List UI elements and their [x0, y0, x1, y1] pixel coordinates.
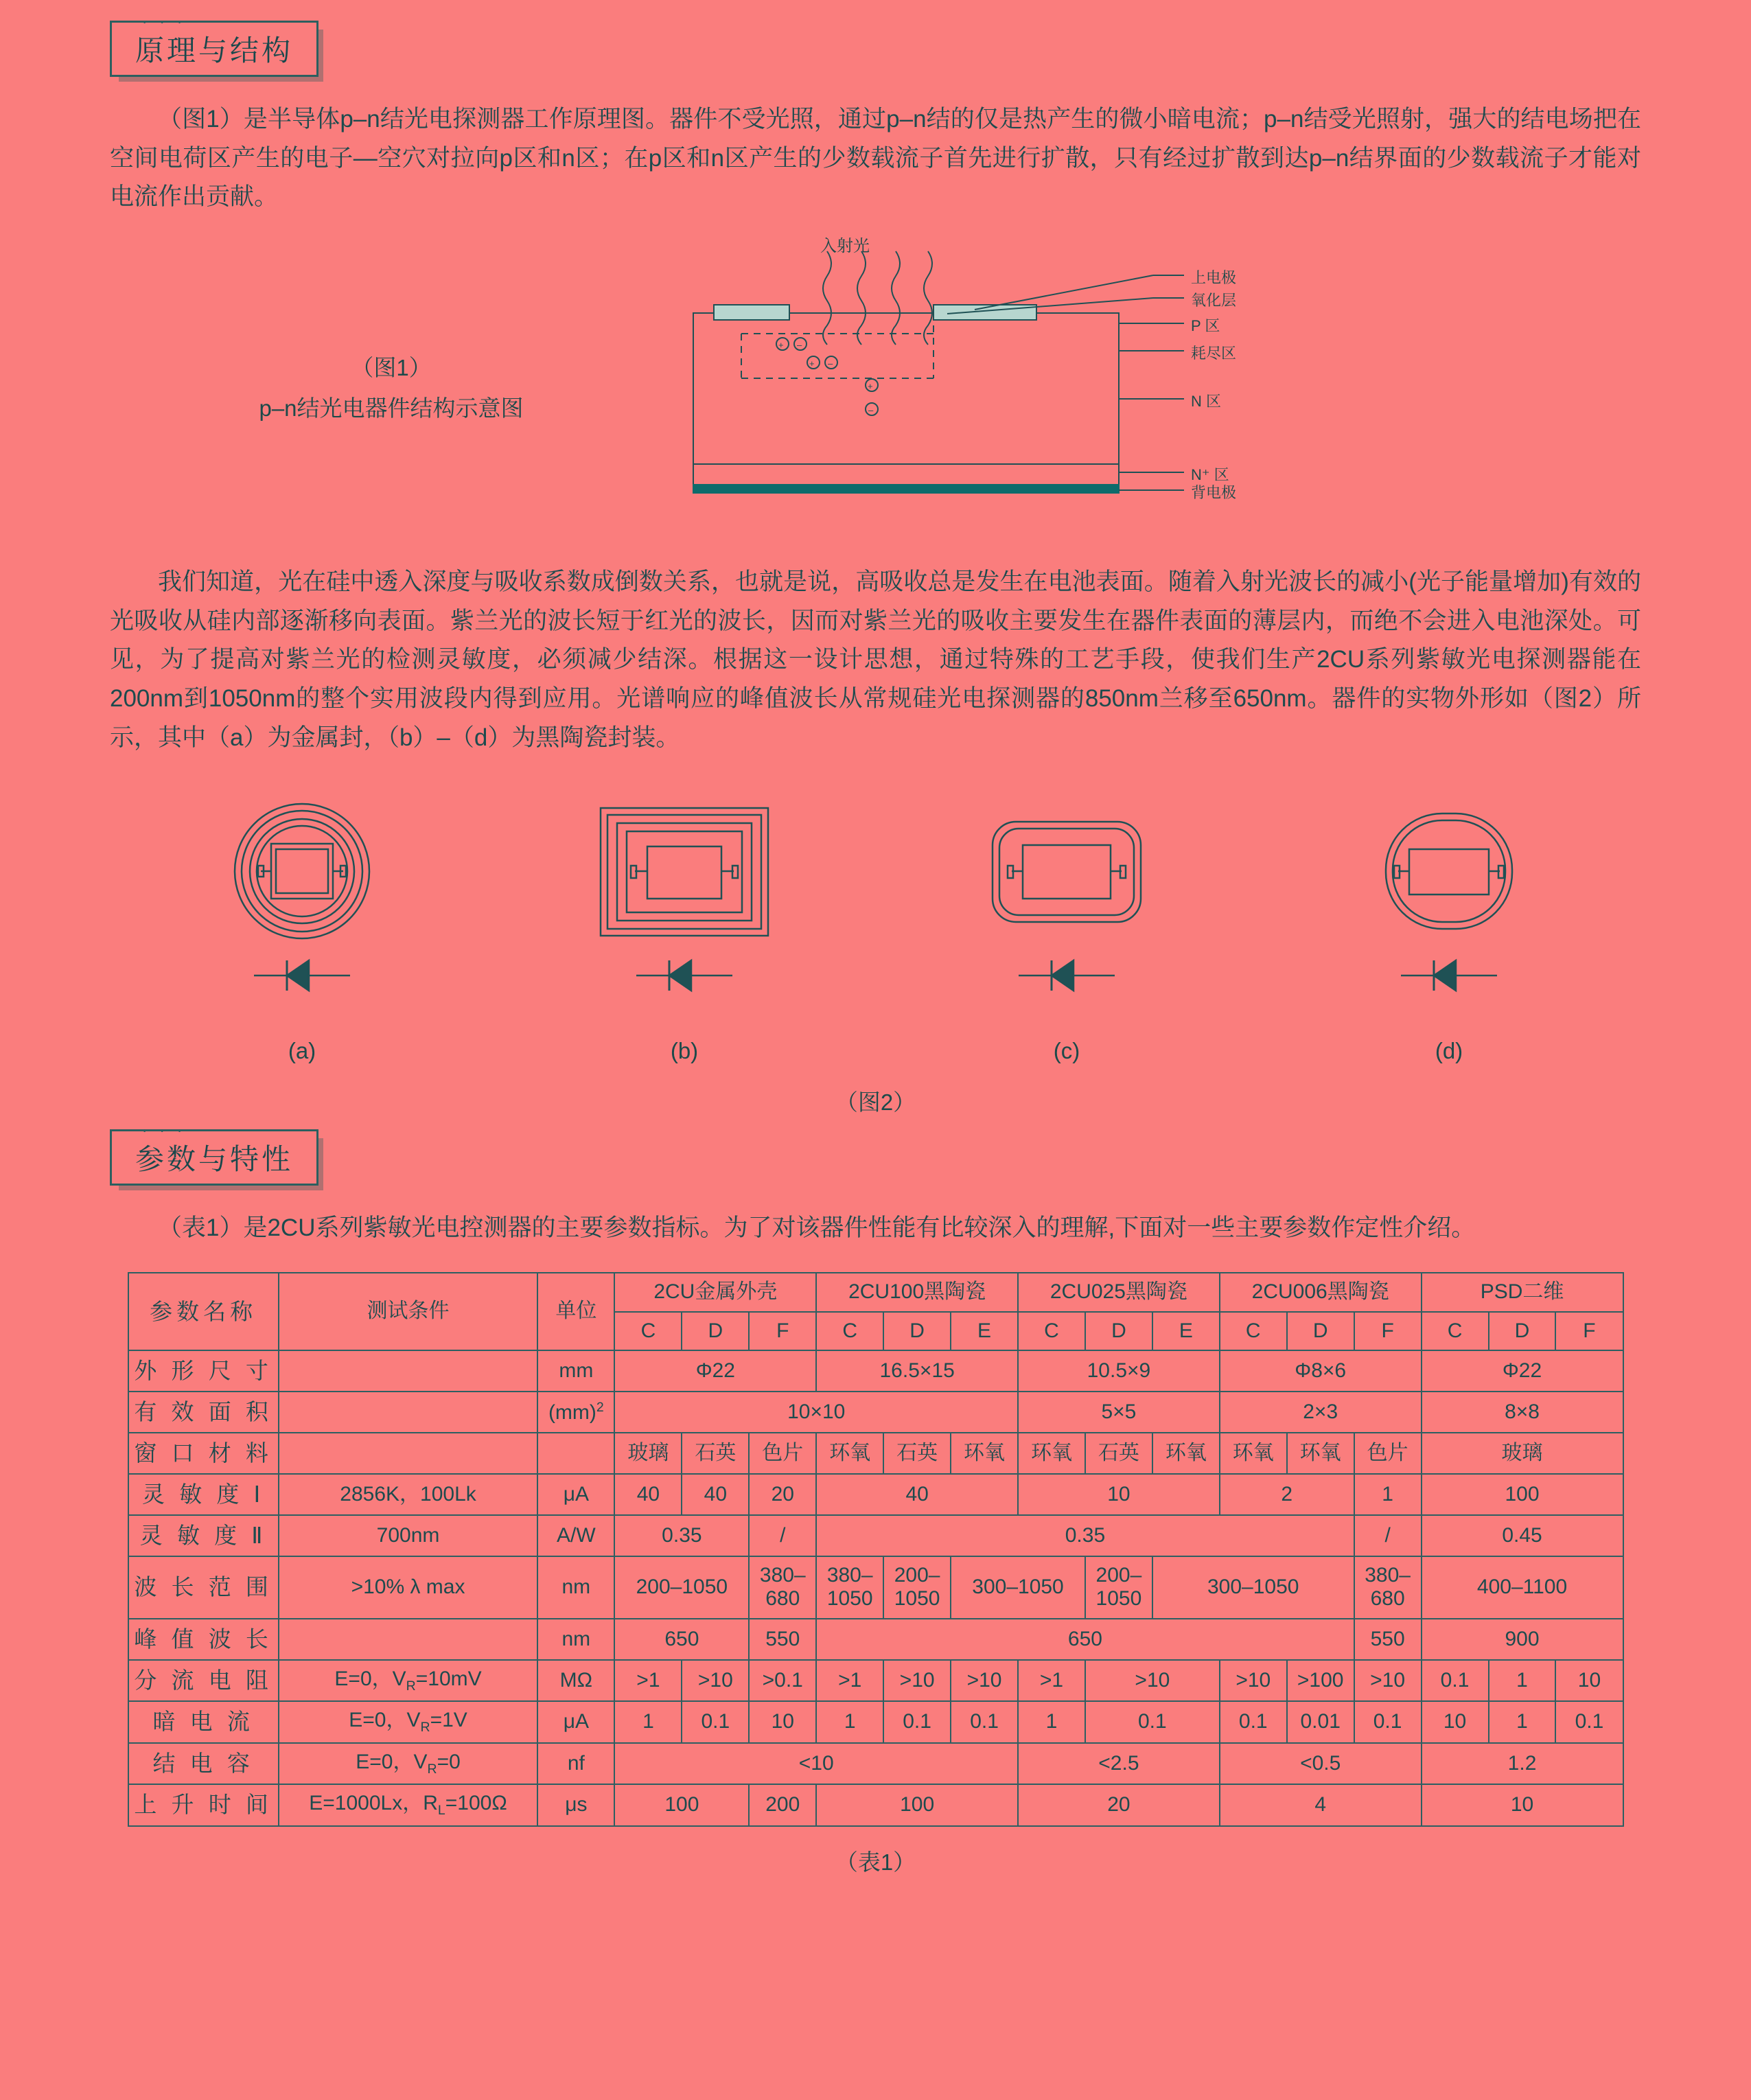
row-unit: μs [537, 1784, 614, 1825]
row-value-cell: 300–1050 [951, 1556, 1085, 1619]
row-value-cell: Φ8×6 [1220, 1350, 1422, 1392]
row-value-cell: <0.5 [1220, 1743, 1422, 1784]
row-value-cell: 玻璃 [614, 1433, 682, 1474]
row-value-cell: 200–1050 [883, 1556, 951, 1619]
row-param-name: 灵 敏 度 Ⅰ [128, 1474, 279, 1515]
header-subcol: C [1018, 1312, 1085, 1351]
svg-text:+: + [868, 381, 873, 392]
header-subcol: C [1422, 1312, 1489, 1351]
figure1-label-n-region: N 区 [1191, 393, 1222, 411]
package-a-svg [199, 796, 405, 1022]
table-caption: （表1） [835, 1849, 916, 1875]
row-unit: nf [537, 1743, 614, 1784]
header-test-condition: 测试条件 [279, 1273, 537, 1350]
figure1-label-depletion-region: 耗尽区 [1191, 345, 1237, 362]
header-subcol: D [682, 1312, 749, 1351]
row-value-cell: 200–1050 [614, 1556, 749, 1619]
row-value-cell: 650 [816, 1619, 1354, 1660]
row-value-cell: 环氧 [1287, 1433, 1354, 1474]
package-a-label: (a) [288, 1037, 316, 1063]
row-value-cell: 10.5×9 [1018, 1350, 1220, 1392]
row-param-name: 结 电 容 [128, 1743, 279, 1784]
row-test-condition [279, 1619, 537, 1660]
row-value-cell: <10 [614, 1743, 1018, 1784]
row-value-cell: 1 [1018, 1701, 1085, 1742]
paragraph-absorption: 我们知道，光在硅中透入深度与吸收系数成倒数关系，也就是说，高吸收总是发生在电池表面。随着入射光波长的减小(光子能量增加)有效的光吸收从硅内部逐渐移向表面。紫兰光的波长短于红光的波长，因而对紫兰光的吸收主要发生在器件表面的薄层内，而绝不会进入电池深处。可见，为了提高对紫兰光的检测灵敏度，必须减少结深。根据这一设计思想，通过特殊的工艺手段，使我们生产2CU系列紫敏光电探测器能在200nm到1050nm的整个实用波段内得到应用。光谱响应的峰值波长从常规硅光电探测器的850nm兰移至650nm。器件的实物外形如（图2）所示，其中（a）为金属封，（b）–（d）为黑陶瓷封装。 [110, 568, 1641, 751]
table-row [128, 1701, 1623, 1742]
row-value-cell: 环氧 [816, 1433, 883, 1474]
section-header-principle [110, 13, 318, 77]
row-unit: mm [537, 1350, 614, 1392]
table-row [128, 1433, 1623, 1474]
row-value-cell: 380–680 [749, 1556, 816, 1619]
figure1-incident-light-label: 入射光 [820, 237, 870, 256]
pn-junction-structure-svg [673, 244, 1359, 540]
package-d [1312, 796, 1586, 1064]
row-test-condition: E=0，$V_R=10mV$ [279, 1660, 537, 1701]
row-value-cell: 环氧 [1220, 1433, 1287, 1474]
row-value-cell: >10 [1354, 1660, 1422, 1701]
row-value-cell: >10 [1220, 1660, 1287, 1701]
row-value-cell: 0.01 [1287, 1701, 1354, 1742]
row-value-cell: >100 [1287, 1660, 1354, 1701]
row-value-cell: 10 [749, 1701, 816, 1742]
section-header-params-label: 参数与特性 [135, 1142, 294, 1175]
row-param-name: 波 长 范 围 [128, 1556, 279, 1619]
row-value-cell: 900 [1422, 1619, 1623, 1660]
row-value-cell: / [749, 1515, 816, 1556]
header-subcol: F [749, 1312, 816, 1351]
header-subcol: C [614, 1312, 682, 1351]
table-row [128, 1350, 1623, 1392]
svg-text:–: – [797, 340, 802, 351]
row-value-cell: Φ22 [614, 1350, 816, 1392]
row-value-cell: 10 [1555, 1660, 1623, 1701]
row-value-cell: >10 [1085, 1660, 1220, 1701]
row-value-cell: 1 [614, 1701, 682, 1742]
row-value-cell: 0.35 [816, 1515, 1354, 1556]
row-unit: μA [537, 1701, 614, 1742]
row-value-cell: / [1354, 1515, 1422, 1556]
row-value-cell: 2 [1220, 1474, 1354, 1515]
row-value-cell: 16.5×15 [816, 1350, 1018, 1392]
row-value-cell: 40 [816, 1474, 1018, 1515]
row-value-cell: 2×3 [1220, 1392, 1422, 1433]
row-value-cell: >0.1 [749, 1660, 816, 1701]
row-value-cell: >1 [816, 1660, 883, 1701]
row-test-condition: 700nm [279, 1515, 537, 1556]
row-test-condition [279, 1392, 537, 1433]
header-group-3: 2CU006黑陶瓷 [1220, 1273, 1422, 1312]
row-value-cell: 300–1050 [1152, 1556, 1354, 1619]
row-test-condition: E=0，$V_R=1V$ [279, 1701, 537, 1742]
svg-text:–: – [828, 358, 833, 369]
table-row [128, 1392, 1623, 1433]
row-value-cell: >10 [682, 1660, 749, 1701]
table-head [128, 1273, 1623, 1350]
header-group-4: PSD二维 [1422, 1273, 1623, 1312]
figure1-caption-line2: p–n结光电器件结构示意图 [259, 395, 524, 422]
figure1-caption [110, 244, 673, 429]
header-param-name: 参数名称 [128, 1273, 279, 1350]
decorative-dots: · · · [142, 13, 187, 30]
row-unit: (mm)$^2$ [537, 1392, 614, 1433]
figure2-caption: （图2） [835, 1089, 916, 1115]
table-row [128, 1515, 1623, 1556]
package-b-svg [581, 796, 787, 1022]
header-group-0: 2CU金属外壳 [614, 1273, 816, 1312]
package-b-label: (b) [670, 1037, 699, 1063]
row-unit: nm [537, 1556, 614, 1619]
row-value-cell: 0.45 [1422, 1515, 1623, 1556]
package-c-svg [964, 796, 1170, 1022]
row-value-cell: Φ22 [1422, 1350, 1623, 1392]
section-header-principle-label: 原理与结构 [135, 34, 294, 67]
figure1-label-n-plus-region: N⁺ 区 [1191, 466, 1229, 484]
figure1-label-p-region: P 区 [1191, 317, 1220, 335]
header-group-1: 2CU100黑陶瓷 [816, 1273, 1018, 1312]
row-unit: MΩ [537, 1660, 614, 1701]
row-param-name: 有 效 面 积 [128, 1392, 279, 1433]
params-section-header-wrap [110, 1121, 1641, 1186]
row-value-cell: 0.1 [1354, 1701, 1422, 1742]
row-value-cell: 380–1050 [816, 1556, 883, 1619]
row-value-cell: 色片 [1354, 1433, 1422, 1474]
row-test-condition: >10% λ max [279, 1556, 537, 1619]
row-value-cell: 550 [749, 1619, 816, 1660]
row-value-cell: 200–1050 [1085, 1556, 1152, 1619]
row-unit [537, 1433, 614, 1474]
row-value-cell: 石英 [682, 1433, 749, 1474]
row-value-cell: <2.5 [1018, 1743, 1220, 1784]
row-value-cell: 色片 [749, 1433, 816, 1474]
row-value-cell: 0.1 [951, 1701, 1018, 1742]
row-value-cell: 380–680 [1354, 1556, 1422, 1619]
row-value-cell: 5×5 [1018, 1392, 1220, 1433]
decorative-dots-2: · · · [142, 1121, 187, 1139]
figure2-row [110, 796, 1641, 1064]
package-a [165, 796, 439, 1064]
header-subcol: E [1152, 1312, 1220, 1351]
package-b [547, 796, 822, 1064]
row-value-cell: 20 [749, 1474, 816, 1515]
header-group-2: 2CU025黑陶瓷 [1018, 1273, 1220, 1312]
row-value-cell: 玻璃 [1422, 1433, 1623, 1474]
row-value-cell: 650 [614, 1619, 749, 1660]
svg-text:–: – [868, 405, 874, 416]
table-row [128, 1743, 1623, 1784]
table-row [128, 1619, 1623, 1660]
figure1-label-oxide-layer: 氧化层 [1191, 292, 1237, 310]
row-value-cell: 环氧 [1152, 1433, 1220, 1474]
row-value-cell: 1 [1489, 1660, 1556, 1701]
row-value-cell: 石英 [883, 1433, 951, 1474]
row-value-cell: 1 [1354, 1474, 1422, 1515]
svg-text:+: + [809, 358, 815, 369]
row-param-name: 外 形 尺 寸 [128, 1350, 279, 1392]
row-value-cell: 550 [1354, 1619, 1422, 1660]
row-param-name: 窗 口 材 料 [128, 1433, 279, 1474]
row-value-cell: 石英 [1085, 1433, 1152, 1474]
row-value-cell: 0.1 [1220, 1701, 1287, 1742]
row-value-cell: 8×8 [1422, 1392, 1623, 1433]
package-d-svg [1346, 796, 1552, 1022]
row-value-cell: >10 [951, 1660, 1018, 1701]
row-value-cell: 0.1 [1422, 1660, 1489, 1701]
row-value-cell: 1 [816, 1701, 883, 1742]
row-value-cell: >10 [883, 1660, 951, 1701]
row-param-name: 上 升 时 间 [128, 1784, 279, 1825]
paragraph-table-intro: （表1）是2CU系列紫敏光电控测器的主要参数指标。为了对该器件性能有比较深入的理解,下面对一些主要参数作定性介绍。 [158, 1214, 1476, 1241]
header-unit: 单位 [537, 1273, 614, 1350]
row-value-cell: 0.1 [1085, 1701, 1220, 1742]
figure1-caption-line1: （图1） [351, 355, 432, 381]
section-header-params [110, 1121, 318, 1186]
row-value-cell: >1 [1018, 1660, 1085, 1701]
header-subcol: C [816, 1312, 883, 1351]
row-param-name: 暗 电 流 [128, 1701, 279, 1742]
header-subcol: D [1489, 1312, 1556, 1351]
table-row [128, 1556, 1623, 1619]
row-test-condition: E=1000Lx，$R_L=100\Omega$ [279, 1784, 537, 1825]
row-value-cell: 1 [1489, 1701, 1556, 1742]
header-subcol: F [1555, 1312, 1623, 1351]
table-row [128, 1784, 1623, 1825]
row-unit: μA [537, 1474, 614, 1515]
header-subcol: E [951, 1312, 1018, 1351]
row-param-name: 灵 敏 度 Ⅱ [128, 1515, 279, 1556]
row-value-cell: 100 [614, 1784, 749, 1825]
package-c [929, 796, 1204, 1064]
row-value-cell: 100 [816, 1784, 1018, 1825]
parameters-table [128, 1272, 1624, 1826]
row-value-cell: 0.1 [1555, 1701, 1623, 1742]
table-row [128, 1660, 1623, 1701]
row-value-cell: 环氧 [1018, 1433, 1085, 1474]
row-value-cell: 40 [614, 1474, 682, 1515]
row-value-cell: 200 [749, 1784, 816, 1825]
table-row [128, 1474, 1623, 1515]
row-value-cell: 10 [1422, 1701, 1489, 1742]
row-value-cell: 1.2 [1422, 1743, 1623, 1784]
row-value-cell: 环氧 [951, 1433, 1018, 1474]
row-test-condition [279, 1350, 537, 1392]
row-value-cell: 10 [1422, 1784, 1623, 1825]
row-value-cell: 40 [682, 1474, 749, 1515]
paragraph-principle: （图1）是半导体p–n结光电探测器工作原理图。器件不受光照，通过p–n结的仅是热产生的微小暗电流；p–n结受光照射，强大的结电场把在空间电荷区产生的电子—空穴对拉向p区和n区；在p区和n区产生的少数载流子首先进行扩散，只有经过扩散到达p–n结界面的少数载流子才能对电流作出贡献。 [110, 106, 1641, 211]
row-test-condition [279, 1433, 537, 1474]
row-param-name: 峰 值 波 长 [128, 1619, 279, 1660]
header-subcol: F [1354, 1312, 1422, 1351]
svg-text:+: + [778, 340, 784, 351]
row-unit: A/W [537, 1515, 614, 1556]
header-subcol: C [1220, 1312, 1287, 1351]
row-value-cell: 4 [1220, 1784, 1422, 1825]
row-unit: nm [537, 1619, 614, 1660]
table-body [128, 1350, 1623, 1825]
row-value-cell: 400–1100 [1422, 1556, 1623, 1619]
row-test-condition: E=0，$V_R=0$ [279, 1743, 537, 1784]
figure1-label-back-electrode: 背电极 [1191, 484, 1237, 502]
figure1-diagram [673, 237, 1359, 540]
figure1-label-top-electrode: 上电极 [1191, 269, 1237, 287]
header-subcol: D [883, 1312, 951, 1351]
row-value-cell: 10 [1018, 1474, 1220, 1515]
principle-section-header-wrap [110, 0, 1641, 77]
table-header-row-1 [128, 1273, 1623, 1312]
row-value-cell: >1 [614, 1660, 682, 1701]
row-test-condition: 2856K，100Lk [279, 1474, 537, 1515]
row-value-cell: 0.1 [883, 1701, 951, 1742]
row-value-cell: 0.35 [614, 1515, 749, 1556]
package-d-label: (d) [1435, 1037, 1463, 1063]
package-c-label: (c) [1053, 1037, 1080, 1063]
row-value-cell: 10×10 [614, 1392, 1018, 1433]
row-value-cell: 20 [1018, 1784, 1220, 1825]
row-value-cell: 0.1 [682, 1701, 749, 1742]
figure1-row [110, 237, 1641, 540]
header-subcol: D [1085, 1312, 1152, 1351]
row-param-name: 分 流 电 阻 [128, 1660, 279, 1701]
row-value-cell: 100 [1422, 1474, 1623, 1515]
header-subcol: D [1287, 1312, 1354, 1351]
